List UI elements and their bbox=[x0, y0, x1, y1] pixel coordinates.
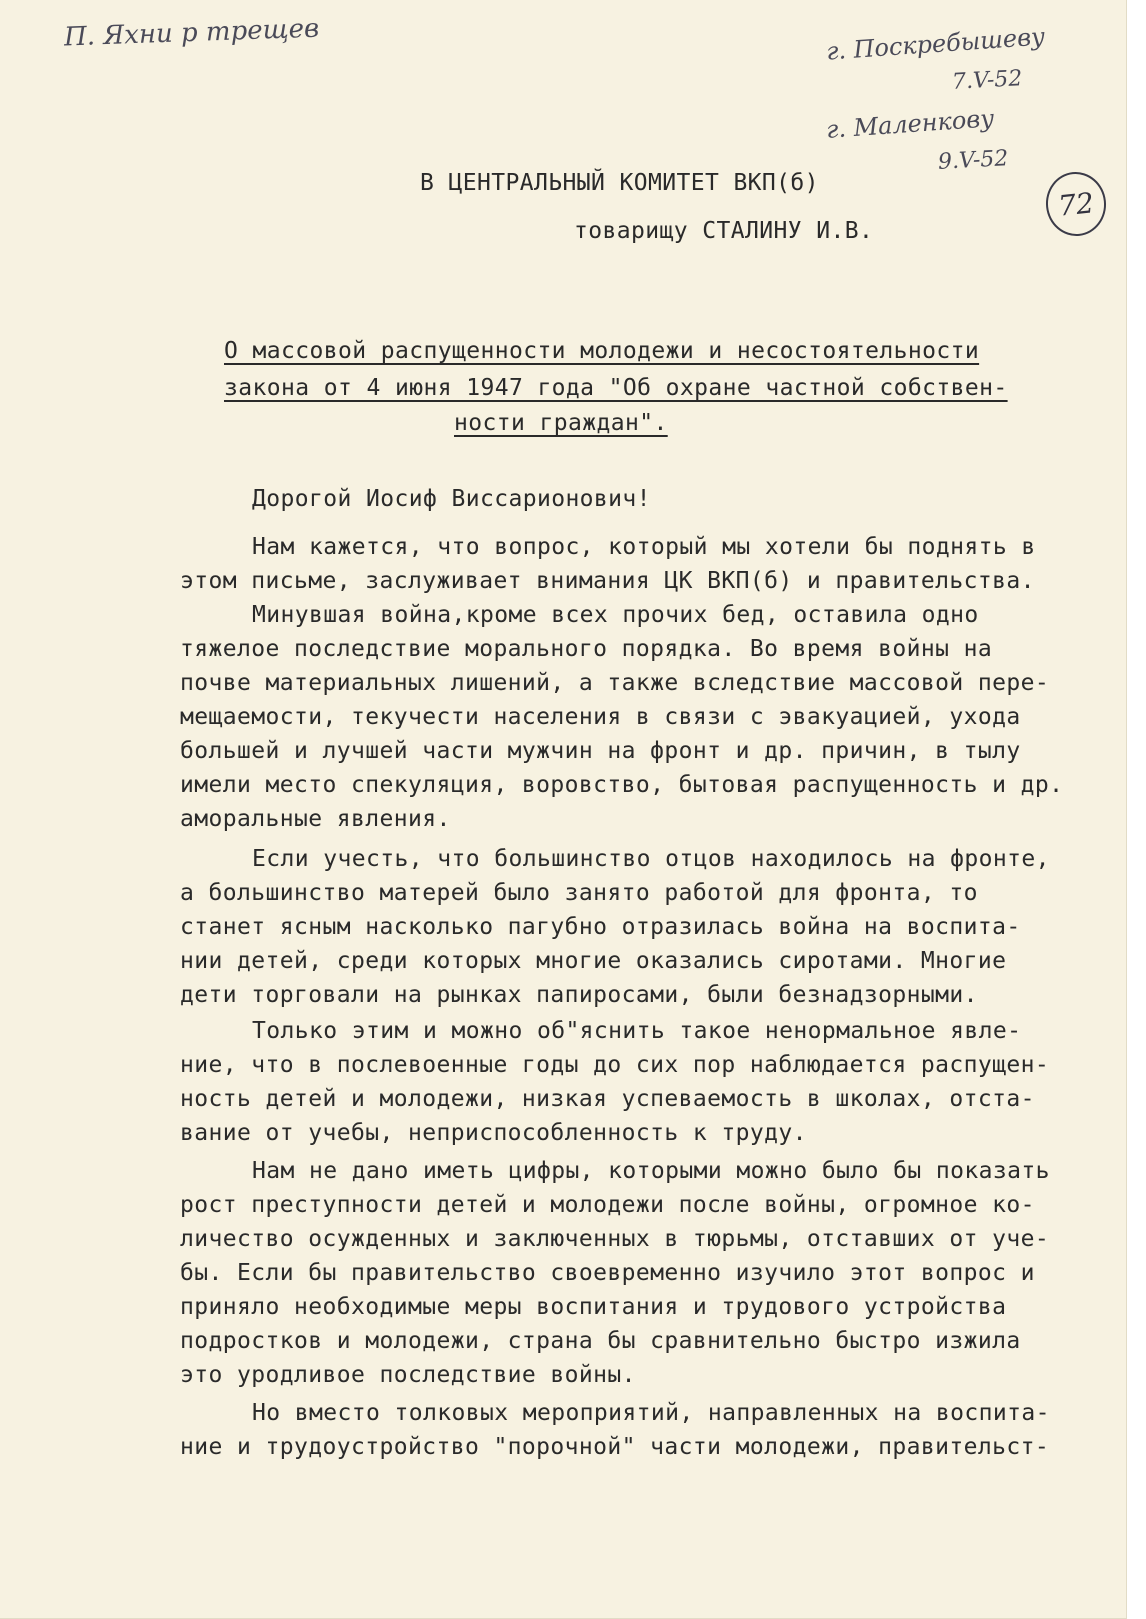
body-line: ние и трудоустройство "порочной" части молодежи, правительст- bbox=[180, 1434, 1050, 1460]
body-line: Нам не дано иметь цифры, которыми можно было бы показать bbox=[252, 1158, 1050, 1184]
body-line: ность детей и молодежи, низкая успеваемость в школах, отста- bbox=[180, 1086, 1035, 1112]
body-line: личество осужденных и заключенных в тюрьмы, отставших от уче- bbox=[180, 1226, 1050, 1252]
folio-number: 72 bbox=[1043, 169, 1109, 239]
handwritten-note-malenkov: г. Маленкову bbox=[825, 104, 996, 144]
scan-margin bbox=[1127, 0, 1146, 1619]
body-line: Минувшая война,кроме всех прочих бед, оставила одно bbox=[252, 602, 979, 628]
greeting: Дорогой Иосиф Виссарионович! bbox=[252, 486, 651, 512]
body-line: большей и лучшей части мужчин на фронт и др. причин, в тылу bbox=[180, 738, 1021, 764]
body-line: ние, что в послевоенные годы до сих пор наблюдается распущен- bbox=[180, 1052, 1050, 1078]
handwritten-note-poskrebyshev: г. Поскребышеву bbox=[825, 22, 1046, 66]
body-line: нии детей, среди которых многие оказались сиротами. Многие bbox=[180, 948, 1007, 974]
subject-line-1: О массовой распущенности молодежи и несостоятельности bbox=[224, 338, 980, 364]
body-line: а большинство матерей было занято работой для фронта, то bbox=[180, 880, 978, 906]
body-line: тяжелое последствие морального порядка. Во время войны на bbox=[180, 636, 993, 662]
body-line: приняло необходимые меры воспитания и трудового устройства bbox=[180, 1294, 1007, 1320]
body-line: Нам кажется, что вопрос, который мы хотели бы поднять в bbox=[252, 534, 1036, 560]
handwritten-date-2: 9.V-52 bbox=[937, 146, 1009, 175]
body-line: почве материальных лишений, а также вследствие массовой пере- bbox=[180, 670, 1050, 696]
body-line: это уродливое последствие войны. bbox=[180, 1362, 636, 1388]
body-line: станет ясным насколько пагубно отразилась война на воспита- bbox=[180, 914, 1021, 940]
body-line: вание от учебы, неприспособленность к труду. bbox=[180, 1120, 807, 1146]
body-line: Только этим и можно об"яснить такое ненормальное явле- bbox=[252, 1018, 1022, 1044]
body-line: аморальные явления. bbox=[180, 806, 451, 832]
address-line-1: В ЦЕНТРАЛЬНЫЙ КОМИТЕТ ВКП(б) bbox=[420, 170, 819, 196]
body-line: этом письме, заслуживает внимания ЦК ВКП(б) и правительства. bbox=[180, 568, 1035, 594]
body-line: имели место спекуляция, воровство, бытовая распущенность и др. bbox=[180, 772, 1064, 798]
body-line: рост преступности детей и молодежи после войны, огромное ко- bbox=[180, 1192, 1035, 1218]
subject-line-3: ности граждан". bbox=[454, 410, 668, 436]
handwritten-date-1: 7.V-52 bbox=[951, 66, 1023, 95]
handwritten-note-top-left: П. Яхни р трещев bbox=[63, 13, 320, 53]
address-line-2: товарищу СТАЛИНУ И.В. bbox=[574, 218, 874, 244]
body-line: Если учесть, что большинство отцов находилось на фронте, bbox=[252, 846, 1050, 872]
body-line: дети торговали на рынках папиросами, были безнадзорными. bbox=[180, 982, 978, 1008]
body-line: бы. Если бы правительство своевременно изучило этот вопрос и bbox=[180, 1260, 1035, 1286]
body-line: Но вместо толковых мероприятий, направленных на воспита- bbox=[252, 1400, 1050, 1426]
body-line: подростков и молодежи, страна бы сравнительно быстро изжила bbox=[180, 1328, 1021, 1354]
body-line: мещаемости, текучести населения в связи с эвакуацией, ухода bbox=[180, 704, 1021, 730]
subject-line-2: закона от 4 июня 1947 года "Об охране частной собствен- bbox=[224, 375, 1008, 401]
